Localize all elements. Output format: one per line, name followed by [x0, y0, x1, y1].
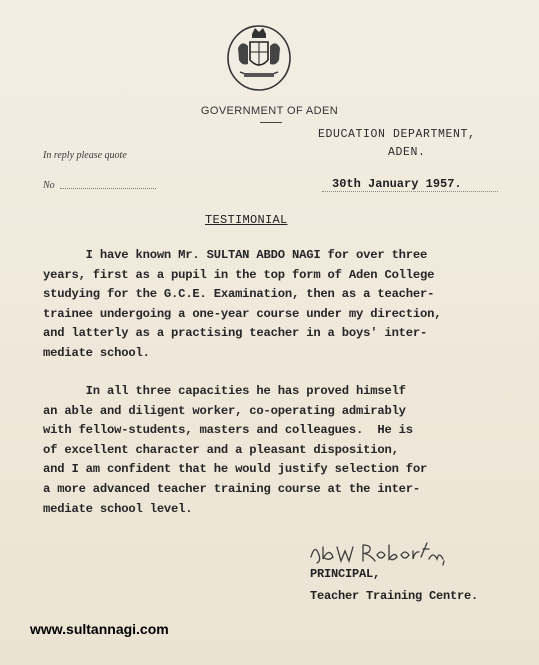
paragraph-line: an able and diligent worker, co-operating admirably [43, 403, 406, 418]
reference-number-label: No [43, 180, 55, 191]
department-location: ADEN. [388, 146, 426, 159]
paragraph-line: of excellent character and a pleasant disposition, [43, 442, 399, 457]
paragraph-line: studying for the G.C.E. Examination, then as a teacher- [43, 287, 435, 302]
signatory-organization: Teacher Training Centre. [310, 589, 479, 603]
paragraph-line: years, first as a pupil in the top form of Aden College [43, 267, 435, 282]
signatory-title: PRINCIPAL, [310, 567, 381, 581]
divider [260, 122, 282, 123]
paragraph-line: and I am confident that he would justify selection for [43, 462, 428, 477]
document-heading: TESTIMONIAL [205, 213, 288, 227]
paragraph-1 [43, 246, 441, 364]
paragraph-2 [43, 382, 427, 519]
government-title: GOVERNMENT OF ADEN [200, 105, 339, 117]
paragraph-line: mediate school. [43, 345, 150, 360]
department-name: EDUCATION DEPARTMENT, [318, 128, 476, 141]
paragraph-line: trainee undergoing a one-year course under my direction, [43, 306, 442, 321]
paragraph-line: In all three capacities he has proved himself [43, 384, 406, 398]
paragraph-line: I have known Mr. SULTAN ABDO NAGI for over three [43, 248, 428, 262]
royal-coat-of-arms-icon [226, 20, 292, 92]
reference-number-line [60, 188, 156, 189]
date-line [322, 191, 498, 192]
reply-note: In reply please quote [43, 150, 127, 161]
paragraph-line: and latterly as a practising teacher in a boys' inter- [43, 326, 428, 341]
letter-date: 30th January 1957. [332, 177, 462, 191]
paragraph-line: a more advanced teacher training course at the inter- [43, 481, 421, 496]
paragraph-line: with fellow-students, masters and colleagues. He is [43, 423, 413, 438]
handwritten-signature [307, 537, 447, 567]
website-watermark: www.sultannagi.com [30, 621, 169, 637]
paragraph-line: mediate school level. [43, 501, 193, 516]
